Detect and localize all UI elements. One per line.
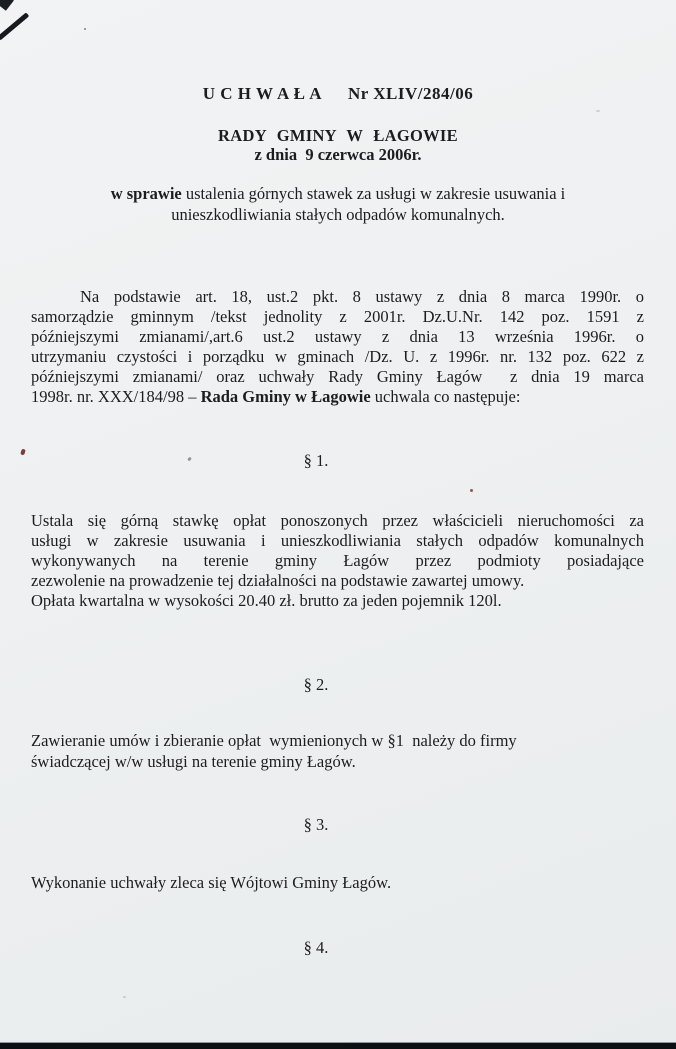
preamble-line: utrzymaniu czystości i porządku w gminach /Dz. U. z 1996r. nr. 132 poz. 622 z <box>31 347 644 366</box>
section-2-heading: § 2. <box>303 675 329 694</box>
scan-speck <box>470 489 473 492</box>
resolution-title-word: U C H W A Ł A <box>202 84 322 103</box>
scan-speck <box>84 28 86 30</box>
council-name: RADY GMINY W ŁAGOWIE <box>218 126 458 145</box>
section-1-line: usługi w zakresie usuwania i unieszkodliwiania stałych odpadów komunalnych <box>31 531 644 550</box>
resolution-number: Nr XLIV/284/06 <box>348 84 474 103</box>
council-name-bold: Rada Gminy w Łagowie <box>200 387 371 406</box>
section-1-line: wykonywanych na terenie gminy Łagów przez podmioty posiadające <box>31 551 644 570</box>
preamble-last-before: 1998r. nr. XXX/184/98 – <box>31 387 201 406</box>
preamble-last-after: uchwala co następuje: <box>370 387 521 406</box>
section-1-body <box>31 511 644 611</box>
subject-keyword: w sprawie <box>110 184 182 203</box>
section-3-heading: § 3. <box>303 815 329 834</box>
subject-line-1-rest: ustalenia górnych stawek za usługi w zakresie usuwania i <box>181 184 566 203</box>
scan-corner-notch <box>0 0 14 11</box>
section-1-line: Opłata kwartalna w wysokości 20.40 zł. brutto za jeden pojemnik 120l. <box>31 591 502 610</box>
resolution-date: z dnia 9 czerwca 2006r. <box>254 145 422 164</box>
scan-edge-bar <box>0 1043 676 1049</box>
pen-mark-artifact <box>0 12 29 40</box>
section-1-heading: § 1. <box>303 451 329 470</box>
subject-line-2: unieszkodliwiania stałych odpadów komunalnych. <box>171 205 505 224</box>
section-3-body <box>31 873 644 893</box>
section-4-heading: § 4. <box>303 938 329 957</box>
section-1-line: zezwolenie na prowadzenie tej działalności na podstawie zawartej umowy. <box>31 571 525 590</box>
section-2-body <box>31 731 644 772</box>
section-2-line: Zawieranie umów i zbieranie opłat wymienionych w §1 należy do firmy <box>31 731 517 750</box>
scan-speck <box>596 110 600 112</box>
subject-line-1 <box>0 183 676 204</box>
section-2-line: świadczącej w/w usługi na terenie gminy Łagów. <box>31 751 356 771</box>
subject-paragraph <box>0 183 676 225</box>
section-3-line: Wykonanie uchwały zleca się Wójtowi Gminy Łagów. <box>31 873 392 892</box>
preamble-line: Na podstawie art. 18, ust.2 pkt. 8 ustawy z dnia 8 marca 1990r. o <box>80 287 644 306</box>
preamble-line: późniejszymi zmianami/ oraz uchwały Rady Gminy Łagów z dnia 19 marca <box>31 367 644 386</box>
legal-basis-paragraph <box>31 287 644 407</box>
preamble-line: samorządzie gminnym /tekst jednolity z 2001r. Dz.U.Nr. 142 poz. 1591 z <box>31 307 644 326</box>
preamble-line <box>31 387 644 407</box>
scan-speck <box>123 996 126 998</box>
resolution-title <box>0 84 676 104</box>
section-1-line: Ustala się górną stawkę opłat ponoszonych przez właścicieli nieruchomości za <box>31 511 644 530</box>
preamble-line: późniejszymi zmianami/,art.6 ust.2 ustawy z dnia 13 września 1996r. o <box>31 327 644 346</box>
